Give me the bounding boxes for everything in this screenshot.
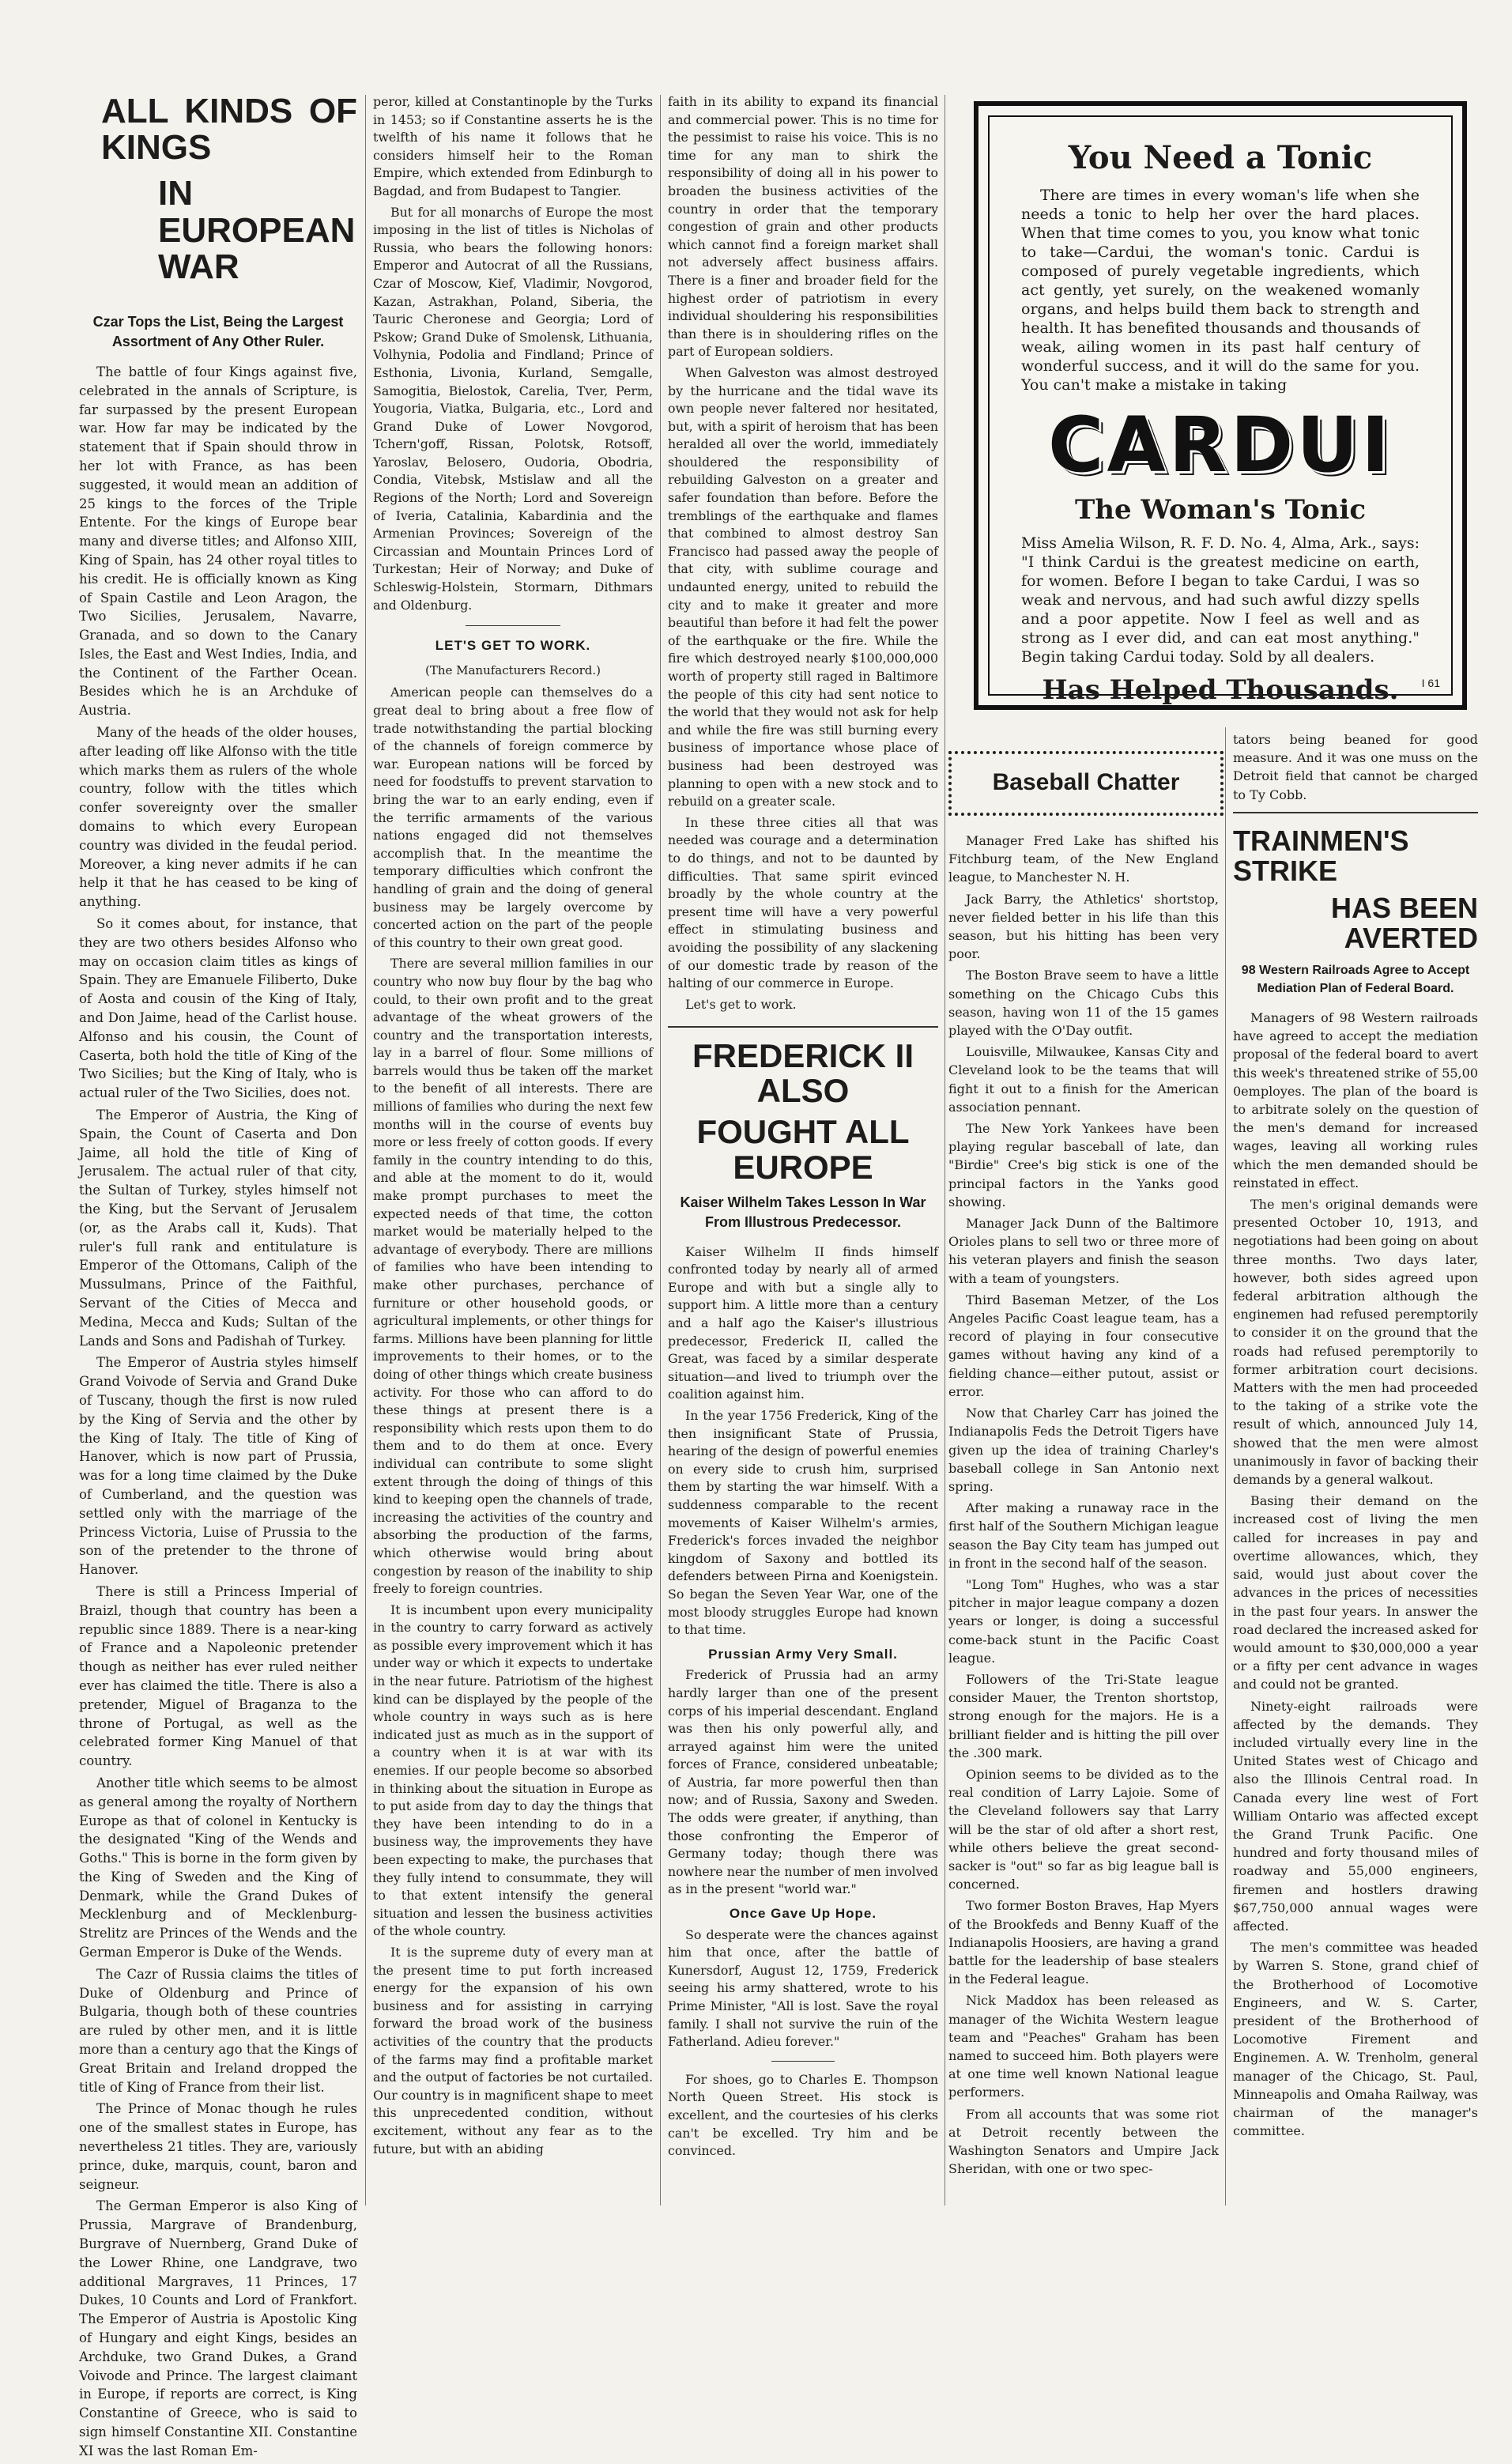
paragraph: faith in its ability to expand its financial and commercial power. This is no time for the pessimist to raise his voice. This is no time for any man to shirk the responsibility of doing all in his power to broaden the business activities of the country in order that the temporary congestion of grain and other products which cannot find a foreign market shall not adversely affect business affairs. There is a finer and broader field for the highest order of patriotism in every individual shouldering his responsibilities than there is in shouldering rifles on the part of European soldiers. (668, 94, 938, 360)
paragraph: But for all monarchs of Europe the most imposing in the list of titles is Nicholas of Russia, who bears the following honors: Emperor and Autocrat of all the Russians, Czar of Moscow, Kief, Vladimir, Novgorod, Kazan, Astrakhan, Poland, Siberia, the Tauric Cheronese and Georgia; Lord of Pskow; Grand Duke of Smolensk, Lithuania, Volhynia, Podolia and Findland; Prince of Esthonia, Livonia, Kurland, Semgalle, Samogitia, Bielostok, Carelia, Tver, Perm, Yougoria, Viatka, Bulgaria, etc., Lord and Grand Duke of Lower Novgorod, Tchern'goff, Rissan, Polotsk, Rotsoff, Yaroslav, Belosero, Oudoria, Obodria, Condia, Vitebsk, Mstislaw and all the Regions of the North; Lord and Sovereign of Iveria, Catalinia, Kabardinia and the Armenian Provinces; Sovereign of the Circassian and Mountain Princes Lord of Turkestan; Heir of Norway; and Duke of Schleswig-Holstein, Stormarn, Dithmars and Oldenburg. (373, 204, 653, 613)
paragraph: When Galveston was almost destroyed by the hurricane and the tidal wave its own people never faltered nor hesitated, but, with a spirit of heroism that has been heralded all over the world, immediately shouldered the responsibility of rebuilding Galveston on a greater and safer foundation than before. Before the tremblings of the earthquake and flames that combined to almost destroy San Francisco had passed away the people of that city, with sublime courage and undaunted energy, united to rebuild the city and to make it greater and more beautiful than before it had felt the power of the earthquake or the fire. While the fire which destroyed nearly $100,000,000 worth of property still raged in Baltimore the people of this city had sent notice to the world that they would not ask for help and while the fire was still burning every business of importance whose place of business had been destroyed was planning to open with a new stock and to rebuild on a greater scale. (668, 364, 938, 809)
paragraph: Managers of 98 Western railroads have agreed to accept the mediation proposal of the federal board to avert this week's threatened strike of 55,00 0employes. The plan of the board is to arbitrate solely on the question of the men's demand for increased wages, leaving all working rules which the men demanded should be reinstated in effect. (1233, 1010, 1478, 1190)
paragraph: The German Emperor is also King of Prussia, Margrave of Brandenburg, Burgrave of Nuernberg, Grand Duke of the Lower Rhine, one Landgrave, two additional Margraves, 11 Princes, 17 Dukes, 10 Counts and Lord of Frankfort. The Emperor of Austria is Apostolic King of Hungary and eight Kings, besides an Archduke, two Grand Dukes, a Grand Voivode and Prince. The largest claimant in Europe, if reports are correct, is King Constantine of Greece, who is said to sign himself Constantine XII. Constantine XI was the last Roman Em- (79, 2198, 357, 2458)
paragraph: Manager Jack Dunn of the Baltimore Orioles plans to sell two or three more of his veteran players and finish the season with a team of youngsters. (948, 1216, 1219, 1286)
column-strike (1233, 730, 1478, 2143)
paragraph: Frederick of Prussia had an army hardly larger than one of the present corps of his imperial descendant. England was then his only powerful ally, and arrayed against him were the united forces of France, considered unbeatable; of Austria, far more powerful then than now; and of Russia, Saxony and Sweden. The odds were greater, if anything, than those confronting the Emperor of Germany today; though there was nowhere near the number of men involved as in the present "world war." (668, 1667, 938, 1897)
paragraph: In the year 1756 Frederick, King of the then insignificant State of Prussia, hearing of the design of powerful enemies on every side to crush him, surprised them by starting the war himself. With a suddenness comparable to the recent movements of Kaiser Wilhelm's armies, Frederick's forces invaded the neighbor kingdom of Saxony and bottled its defenders between Pirna and Koenigstein. So began the Seven Year War, one of the most bloody struggles Europe had known to that time. (668, 1408, 938, 1638)
headline-frederick-1: FREDERICK II ALSO (692, 1037, 914, 1110)
paragraph: The Prince of Monac though he rules one of the smallest states in Europe, has nevertheless 21 titles. They are, variously prince, duke, marquis, count, baron and seigneur. (79, 2101, 357, 2192)
paragraph: The men's original demands were presented October 10, 1913, and negotiations had been going on about three months. Two days later, however, both sides agreed upon federal arbitration although the enginemen had refused peremptorily to consider it on the ground that the roads had refused peremptorily to former arbitration court decisions. Matters with the men had proceeded to the taking of a strike vote the result of which, announced July 14, showed that the men were almost unanimously in favor of backing their demands by a general walkout. (1233, 1197, 1478, 1488)
section-title-work: LET'S GET TO WORK. (435, 638, 591, 654)
cardui-logo: CARDUI (1047, 401, 1393, 489)
baseball-chatter-box (948, 751, 1224, 816)
ad-title: You Need a Tonic (1068, 139, 1373, 176)
column-rule (365, 95, 366, 2206)
paragraph: Basing their demand on the increased cost of living the men called for increases in pay and overtime allowances, which, they said, would just about cover the advances in the prices of necessities in the past four years. In answer the road declared the increased asked for would amount to $30,000,000 a year or a fifty per cent advance in wages and could not be granted. (1233, 1493, 1478, 1692)
subhead-prussian-army: Prussian Army Very Small. (708, 1646, 898, 1662)
shoe-notice: For shoes, go to Charles E. Thompson North Queen Street. His stock is excellent, and the courtesies of his clerks can't be excelled. Try him and be convinced. (668, 2071, 938, 2159)
column-rule (1225, 727, 1226, 2206)
ad-frame (988, 115, 1453, 706)
paragraph: American people can themselves do a great deal to bring about a free flow of trade notwithstanding the partial blocking of the channels of foreign commerce by war. European nations will be forced by need for foodstuffs to prevent starvation to bring the war to an early ending, even if the terrific armaments of the various nations engaged did not themselves accomplish that. In the meantime the temporary difficulties which confront the handling of grain and the doing of general business may be largely overcome by concerted action on the part of the people of this country to their own great good. (373, 685, 653, 950)
section-source: (The Manufacturers Record.) (424, 662, 601, 677)
section-divider (668, 1026, 938, 1028)
deck-kings: Czar Tops the List, Being the Largest Assortment of Any Other Ruler. (92, 313, 344, 349)
paragraph: There are several million families in our country who now buy flour by the bag who could, to their own profit and to the great advantage of the wheat growers of the country and the transportation interests, lay in a barrel of flour. Some millions of barrels would thus be taken off the market to the benefit of all interests. There are millions of families who during the next few months will in the course of events buy more or less freely of cotton goods. If every family in the country intending to do this, and able at the moment to do it, would make prompt purchases to meet the expected needs of that time, the cotton market would be materially helped to the advantage of everybody. There are millions of families who have been intending to make other purchases, perchance of furniture or other household goods, or agricultural implements, or other things for farms. Millions have been planning for little improvements to their homes, or to the doing of other things which create business activity. For those who can afford to do these things at present there is a responsibility which rests upon them to do them and to do them at once. Every individual can contribute to some slight extent through the doing of things of this kind to keeping open the channels of trade, increasing the activities of the country and absorbing the production of the farms, which otherwise would bring about congestion by reason of the inability to ship freely to foreign countries. (373, 956, 653, 1597)
column-baseball (948, 832, 1219, 2181)
paragraph: The battle of four Kings against five, celebrated in the annals of Scripture, is far surpassed by the present European war. How far may be indicated by the statement that if Spain should throw in her lot with France, as has been suggested, it would mean an addition of 25 kings to the forces of the Triple Entente. For the kings of Europe bear many and diverse titles; and Alfonso XIII, King of Spain, has 24 other royal titles to his credit. He is officially known as King of Spain Castile and Leon Aragon, the Two Sicilies, Jerusalem, Navarre, Granada, and so down to the Canary Isles, the East and West Indies, India, and the Continent of the Farther Ocean. Besides which he is an Archduke of Austria. (79, 364, 357, 719)
baseball-chatter-title: Baseball Chatter (992, 769, 1180, 795)
headline-strike-1: TRAINMEN'S STRIKE (1233, 824, 1409, 887)
paragraph: There is still a Princess Imperial of Braizl, though that country has been a republic since 1889. There is a near-king of France and a Napoleonic pretender though as neither has ever ruled neither ever has claimed the title. There is also a pretender, Miguel of Braganza to the throne of Portugal, as well as the celebrated former King Manuel of that country. (79, 1583, 357, 1769)
paragraph: Another title which seems to be almost as general among the royalty of Northern Europe as that of colonel in Kentucky is the designated "King of the Wends and Goths." This is borne in the form given by the King of Sweden and the King of Denmark, while the Grand Dukes of Mecklenburg and of Mecklenburg-Strelitz are Princes of the Wends and the German Emperor is Duke of the Wends. (79, 1775, 357, 1960)
column-2 (373, 93, 653, 2161)
paragraph: In these three cities all that was needed was courage and a determination to do things, and not to be daunted by difficulties. That same spirit evinced broadly by the whole country at the present time will have a very powerful effect in stimulating business and avoiding the possibility of any slackening of our domestic trade by reason of the halting of our commerce in Europe. (668, 814, 938, 991)
deck-strike: 98 Western Railroads Agree to Accept Mediation Plan of Federal Board. (1241, 964, 1470, 995)
paragraph: Manager Fred Lake has shifted his Fitchburg team, of the New England league, to Manchester N. H. (948, 833, 1219, 885)
paragraph: The Cazr of Russia claims the titles of Duke of Oldenburg and Prince of Bulgaria, though both of these countries are ruled by other men, and it is little more than a century ago that the Kings of Great Britain and Ireland dropped the title of King of France from their list. (79, 1966, 357, 2095)
paragraph: The Emperor of Austria styles himself Grand Voivode of Servia and Grand Duke of Tuscany, though the first is now ruled by the King of Servia and the other by the King of Italy. The title of King of Hanover, which is now part of Prussia, was for a long time claimed by the Duke of Cumberland, and the question was settled only with the marriage of the Princess Victoria, Luise of Prussia to the son of the pretender to the throne of Hanover. (79, 1355, 357, 1578)
paragraph: Third Baseman Metzer, of the Los Angeles Pacific Coast league team, has a record of playing in four consecutive games without having any kind of a fielding chance—either putout, assist or error. (948, 1292, 1219, 1399)
paragraph: tators being beaned for good measure. And it was one muss on the Detroit field that cannot be charged to Ty Cobb. (1233, 732, 1478, 802)
paragraph: The men's committee was headed by Warren S. Stone, grand chief of the Brotherhood of Locomotive Engineers, and W. S. Carter, president of the Brotherhood of Locomotive Firement and Enginemen. A. W. Trenholm, general manager of the Chicago, St. Paul, Minneapolis and Omaha Railway, was chairman of the manager's committee. (1233, 1940, 1478, 2139)
paragraph: So it comes about, for instance, that they are two others besides Alfonso who may on occasion claim titles as kings of Spain. They are Emanuele Filiberto, Duke of Aosta and cousin of the King of Italy, and Don Jaime, head of the Carlist house. Alfonso and his cousin, the Count of Caserta, both hold the title of King of the Two Sicilies; but the King of Italy, who is actual ruler of the Two Sicilies, does not. (79, 916, 357, 1101)
paragraph: Nick Maddox has been released as manager of the Wichita Western league team and "Peaches" Graham has been named to succeed him. Both players were at one time well known National league performers. (948, 1993, 1219, 2100)
headline-kings-1: ALL KINDS OF KINGS (101, 92, 357, 168)
paragraph: Now that Charley Carr has joined the Indianapolis Feds the Detroit Tigers have given up the idea of training Charley's baseball college in San Antonio next spring. (948, 1406, 1219, 1494)
cardui-advertisement (974, 101, 1467, 710)
paragraph: peror, killed at Constantinople by the Turks in 1453; so if Constantine asserts he is the twelfth of his name it follows that he considers himself heir to the Roman Empire, which extended from Edinburgh to Bagdad, and from Budapest to Tangier. (373, 94, 653, 198)
headline-frederick-2: FOUGHT ALL EUROPE (696, 1113, 910, 1186)
section-divider (466, 625, 560, 626)
subhead-gave-up-hope: Once Gave Up Hope. (729, 1906, 877, 1922)
deck-frederick: Kaiser Wilhelm Takes Lesson In War From Illustrous Predecessor. (680, 1194, 926, 1230)
paragraph: The Boston Brave seem to have a little something on the Chicago Cubs this season, having won 11 of the 15 games played with the O'Day outfit. (948, 968, 1219, 1039)
paragraph: Let's get to work. (685, 996, 797, 1012)
ad-tagline: The Woman's Tonic (1074, 494, 1367, 526)
paragraph: Louisville, Milwaukee, Kansas City and Cleveland look to be the teams that will fight it out to a finish for the American association pennant. (948, 1044, 1219, 1115)
paragraph: Ninety-eight railroads were affected by the demands. They included virtually every line in the United States west of Chicago and also the Illinois Central road. In Canada every line west of Fort William Ontario was affected except the Grand Trunk Pacific. One hundred and forty thousand miles of roadway and 55,000 engineers, firemen and hostlers drawing $67,750,000 annual wages were affected. (1233, 1698, 1478, 1934)
paragraph: From all accounts that was some riot at Detroit recently between the Washington Senators and Umpire Jack Sheridan, with one or two spec- (948, 2106, 1219, 2177)
paragraph: "Long Tom" Hughes, who was a star pitcher in major league company a dozen years or longer, is doing a successful come-back stunt in the Pacific Coast league. (948, 1576, 1219, 1666)
paragraph: So desperate were the chances against him that once, after the battle of Kunersdorf, August 12, 1759, Frederick seeing his army shattered, wrote to his Prime Minister, "All is lost. Save the royal family. I shall not survive the ruin of the Fatherland. Adieu forever." (668, 1926, 938, 2050)
paragraph: Kaiser Wilhelm II finds himself confronted today by nearly all of armed Europe and with but a single ally to support him. A little more than a century and a half ago the Kaiser's illustrious predecessor, Frederick II, called the Great, was faced by a similar desperate situation—and lived to triumph over the coalition against him. (668, 1243, 938, 1402)
ad-code: I 61 (1421, 677, 1440, 689)
paragraph: It is incumbent upon every municipality in the country to carry forward as actively as possible every improvement which it has under way or which it expects to undertake in the near future. Patriotism of the highest kind can be displayed by the people of the whole country in ways such as is here indicated just as much as in the support of a country when it is at war with its enemies. If our people become so absorbed in thinking about the situation in Europe as to put aside from day to day the things that they have been intending to do in a business way, the improvements they have been expecting to make, the purchases that they fully intend to consummate, they will to that extent intensify the general situation and lessen the business activities of the whole country. (373, 1602, 653, 1939)
ad-footer: Has Helped Thousands. (1042, 674, 1399, 706)
column-rule (660, 95, 661, 2206)
paragraph: The New York Yankees have been playing regular basceball of late, dan "Birdie" Cree's big stick is one of the principal factors in the Yanks good showing. (948, 1121, 1219, 1209)
paragraph: Opinion seems to be divided as to the real condition of Larry Lajoie. Some of the Cleveland followers say that Larry will be the star of old after a short rest, while others believe the great second-sacker is "out" so far as big league ball is concerned. (948, 1766, 1219, 1892)
paragraph: Followers of the Tri-State league consider Mauer, the Trenton shortstop, strong enough for the majors. He is a brilliant fielder and is hitting the pill over the .300 mark. (948, 1671, 1219, 1760)
paragraph: After making a runaway race in the first half of the Southern Michigan league season the Bay City team has jumped out in front in the second half of the season. (948, 1500, 1219, 1571)
ad-testimonial: Miss Amelia Wilson, R. F. D. No. 4, Alma, Ark., says: "I think Cardui is the greatest medicine on earth, for women. Before I began to take Cardui, I was so weak and nervous, and had such awful dizzy spells and a poor appetite. Now I feel as well and as strong as I ever did, and can eat most anything." Begin taking Cardui today. Sold by all dealers. (1021, 534, 1420, 666)
section-divider (1233, 812, 1478, 813)
paragraph: It is the supreme duty of every man at the present time to put forth increased energy for the expansion of his own business and for assisting in carrying forward the broad work of the business activities of the country that the products of the farms may find a profitable market and the output of factories be not curtailed. Our country is in magnificent shape to meet this unprecedented condition, without excitement, without any fear as to the future, but with an abiding (373, 1944, 653, 2156)
paragraph: Many of the heads of the older houses, after leading off like Alfonso with the title which marks them as rulers of the whole country, follow with the titles which confer sovereignty over the smaller domains to which every European country was divided in the feudal period. Moreover, a king never admits if he can help it that he has ceased to be king of anything. (79, 725, 357, 910)
article-kings (79, 93, 357, 2464)
paragraph: Two former Boston Braves, Hap Myers of the Brookfeds and Benny Kuaff of the Indianapolis Hoosiers, are having a grand battle for the leadership of base stealers in the Federal league. (948, 1898, 1219, 1987)
paragraph: Jack Barry, the Athletics' shortstop, never fielded better in his life than this season, but his hitting has been very poor. (948, 891, 1219, 962)
headline-strike-2: HAS BEEN AVERTED (1330, 892, 1478, 955)
ad-body: There are times in every woman's life when she needs a tonic to help her over the hard places. When that time comes to you, you know what tonic to take—Cardui, the woman's tonic. Cardui is composed of purely vegetable ingredients, which act gently, yet surely, on the weakened womanly organs, and helps build them back to strength and health. It has benefited thousands and thousands of weak, ailing women in its past half century of wonderful success, and it will do the same for you. You can't make a mistake in taking (1021, 187, 1420, 394)
section-divider (771, 2061, 835, 2062)
headline-kings-2: IN EUROPEAN WAR (158, 174, 356, 286)
paragraph: The Emperor of Austria, the King of Spain, the Count of Caserta and Don Jaime, all hold the title of King of Jerusalem. The actual ruler of that city, the Sultan of Turkey, styles himself not the King, but the Servant of Jerusalem (or, as the Arabs call it, Kuds). That ruler's full rank and entitulature is Emperor of the Ottomans, Caliph of the Mussulmans, Prince of the Faithful, Servant of the Cities of Mecca and Medina, Mecca and Kuds; Sultan of the Lands and Sons and Padishah of Turkey. (79, 1107, 357, 1349)
column-3 (668, 93, 938, 2164)
